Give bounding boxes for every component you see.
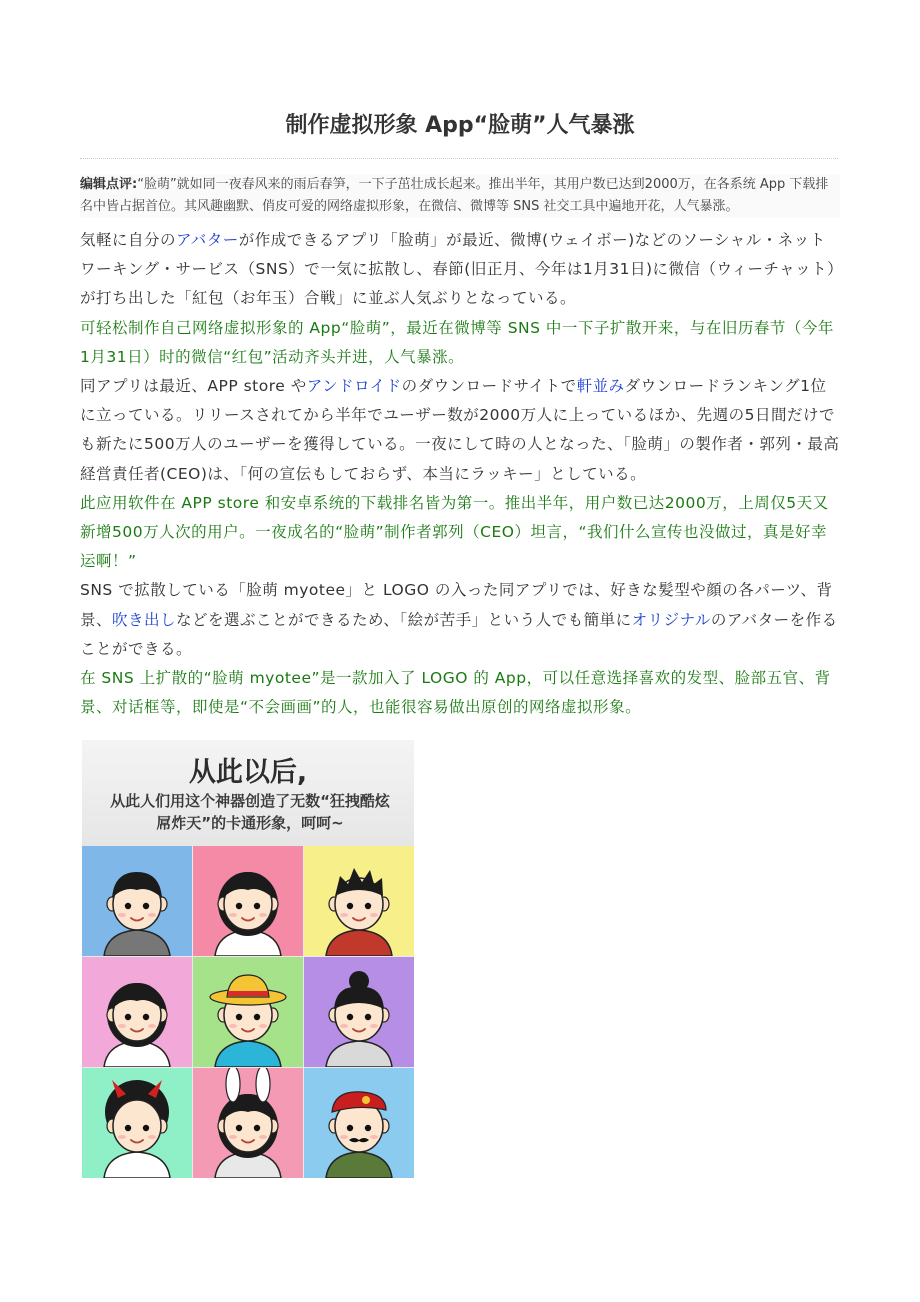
link-avatar[interactable]: アバター [176, 231, 239, 249]
paragraph-cn-3: 在 SNS 上扩散的“脸萌 myotee”是一款加入了 LOGO 的 App，可以任意选择喜欢的发型、脸部五官、背景、对话框等，即使是“不会画画”的人，也能很容易做出原创的网络虚拟形象。 [80, 669, 831, 717]
article-body [80, 226, 840, 722]
text-run: のアバターを作ることができる。 [80, 610, 838, 658]
avatar-soldier-icon [304, 1068, 414, 1178]
avatar-bunny-girl-icon [193, 1068, 303, 1178]
editor-note-text: “脸萌”就如同一夜春风来的雨后春笋，一下子茁壮成长起来。推出半年，其用户数已达到2000万，在各系统 App 下载排名中皆占据首位。其风趣幽默、俏皮可爱的网络虚拟形象，在微信、微博等 SNS 社交工具中遍地开花，人气暴涨。 [80, 177, 829, 214]
text-run: ダウンロードランキング1位に立っている。リリースされてから半年でユーザー数が2000万人に上っているほか、先週の5日間だけでも新たに500万人のユーザーを獲得している。一夜にして時の人となった、「脸萌」の製作者・郭列・最高経営責任者(CEO)は、「何の宣伝もしておらず、本当にラッキー」としている。 [80, 377, 840, 483]
link-nokinami[interactable]: 軒並み [576, 377, 625, 396]
avatar-girl-bob-icon [82, 957, 192, 1067]
text-run: 気軽に自分の [80, 231, 177, 249]
avatar-man-suit-icon [82, 846, 192, 956]
editor-note [80, 174, 840, 218]
avatar-girl-bun-icon [304, 957, 414, 1067]
text-run: などを選ぶことができるため、「絵が苦手」という人でも簡単に [176, 610, 632, 629]
text-run: が作成できるアプリ「脸萌」が最近、微博(ウェイボー)などのソーシャル・ネットワーキング・サービス（SNS）で一気に拡散し、春節(旧正月、今年は1月31日)に微信（ウィーチャット）が打ち出した「紅包（お年玉）合戦」に並ぶ人気ぶりとなっている。 [80, 231, 836, 308]
article-title: 制作虚拟形象 App“脸萌”人气暴涨 [285, 113, 635, 138]
avatar-collage-image [82, 740, 414, 1178]
link-original[interactable]: オリジナル [631, 610, 711, 629]
paragraph-jp-1 [80, 226, 840, 314]
avatar-girl-painter-icon [193, 846, 303, 956]
paragraph-jp-2 [80, 372, 840, 489]
avatar-boy-strawhat-icon [193, 957, 303, 1067]
text-run: 同アプリは最近、APP store や [80, 377, 307, 396]
link-fukidashi[interactable]: 吹き出し [112, 610, 177, 629]
avatar-devil-icon [82, 1068, 192, 1178]
editor-note-label: 编辑点评: [80, 177, 138, 192]
paragraph-jp-3 [80, 576, 840, 664]
text-run: SNS で拡散している「脸萌 myotee」と LOGO の入った同アプリでは、好きな髪型や顔の各パーツ、背景、 [80, 581, 833, 629]
text-run: のダウンロードサイトで [401, 377, 577, 396]
collage-header [82, 740, 414, 846]
paragraph-cn-2: 此应用软件在 APP store 和安卓系统的下载排名皆为第一。推出半年，用户数已达2000万，上周仅5天又新增500万人次的用户。一夜成名的“脸萌”制作者郭列（CEO）坦言，“我们什么宣传也没做过，真是好幸运啊！” [80, 493, 829, 571]
avatar-boy-ball-icon [304, 846, 414, 956]
collage-subtitle: 从此人们用这个神器创造了无数“狂拽酷炫屌炸天”的卡通形象，呵呵~ [110, 792, 390, 832]
link-android[interactable]: アンドロイド [306, 377, 402, 396]
avatar-grid [82, 846, 414, 1178]
collage-title: 从此以后, [188, 757, 308, 788]
title-divider [80, 158, 838, 159]
paragraph-cn-1: 可轻松制作自己网络虚拟形象的 App“脸萌”，最近在微博等 SNS 中一下子扩散开来，与在旧历春节（今年1月31日）时的微信“红包”活动齐头并进，人气暴涨。 [80, 318, 834, 366]
